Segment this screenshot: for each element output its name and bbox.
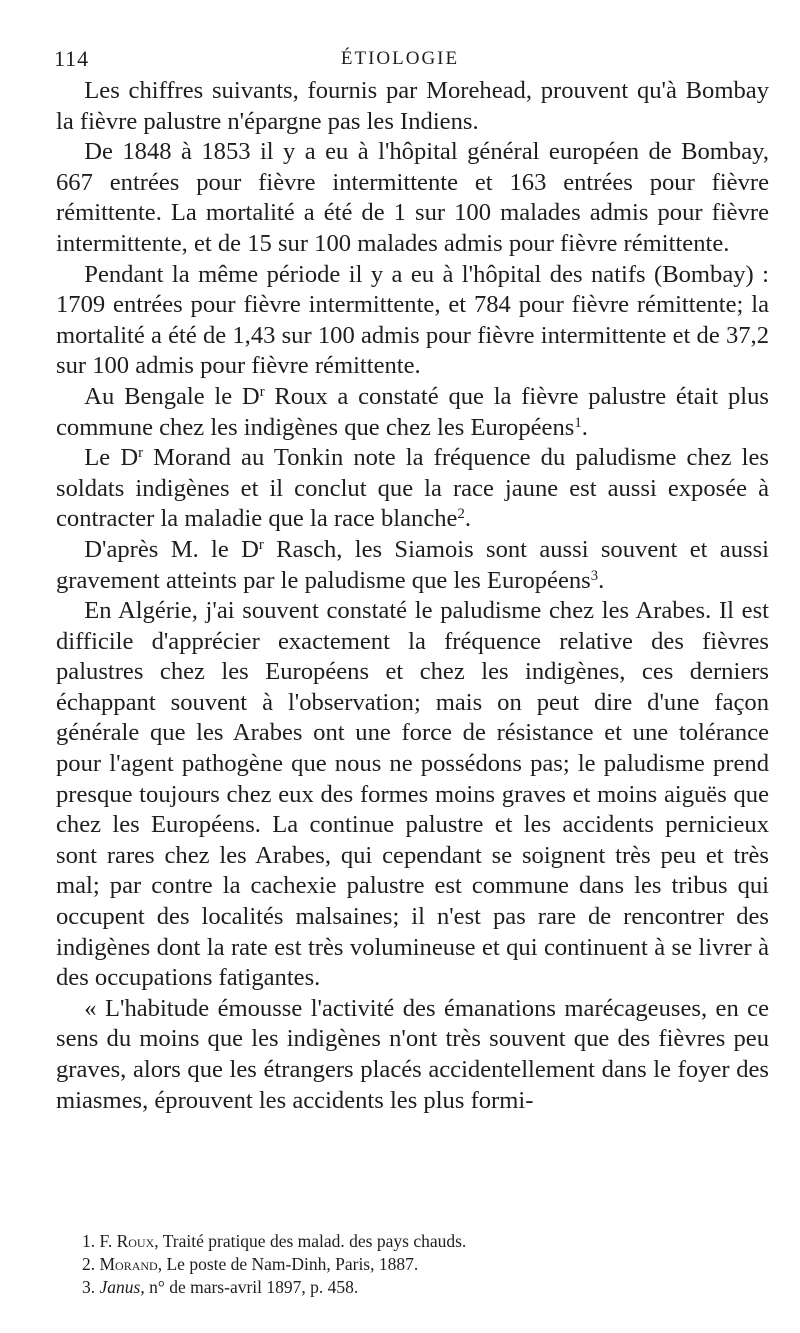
footnote-ref: 1 xyxy=(574,414,582,431)
footnote-ref: 2 xyxy=(457,506,465,523)
footnote-ref: 3 xyxy=(590,567,599,584)
paragraph-native-hospital: Pendant la même période il y a eu à l'hôpital des natifs (Bombay) : 1709 entrées pour fièvre intermittente, et 784 pour fièvre rémittente; la mortalité a été de 1,43 sur 100 admis pour fièvre intermittente et de 37,2 sur 100 admis pour fièvre rémittente. xyxy=(56,260,769,380)
paragraph-bengale: Au Bengale le $D^r$ Roux a constaté que la fièvre palustre était plus commune chez les indigènes que chez les Européens$^1$. xyxy=(56,382,770,441)
running-title: ÉTIOLOGIE xyxy=(340,48,460,69)
paragraph-siam: D'après M. le $D^r$ Rasch, les Siamois sont aussi souvent et aussi gravement atteints par le paludisme que les Européens$^3$. xyxy=(56,535,769,594)
footnote-2: 2. Morand, Le poste de Nam-Dinh, Paris, 1887. xyxy=(82,1254,419,1274)
paragraph-tonkin: Le $D^r$ Morand au Tonkin note la fréquence du paludisme chez les soldats indigènes et il conclut que la race jaune est aussi exposée à contracter la maladie que la race blanche$^2$. xyxy=(56,444,769,533)
paragraph-quotation: « L'habitude émousse l'activité des émanations marécageuses, en ce sens du moins que les indigènes n'ont très souvent que des fièvres peu graves, alors que les étrangers placés accidentellement dans le foyer des miasmes, éprouvent les accidents les plus formi- xyxy=(56,994,769,1114)
body-text xyxy=(56,76,769,1116)
page-number: 114 xyxy=(54,46,90,71)
paragraph-morehead: Les chiffres suivants, fournis par Morehead, prouvent qu'à Bombay la fièvre palustre n'épargne pas les Indiens. xyxy=(56,77,769,135)
footnote-3: 3. Janus, n° de mars-avril 1897, p. 458. xyxy=(82,1277,359,1297)
paragraph-algerie: En Algérie, j'ai souvent constaté le paludisme chez les Arabes. Il est difficile d'apprécier exactement la fréquence relative des fièvres palustres chez les Européens et chez les indigènes, ces derniers échappant souvent à l'observation; mais on peut dire d'une façon générale que les Arabes ont une force de résistance et une tolérance pour l'agent pathogène que nous ne possédons pas; le paludisme prend presque toujours chez eux des formes moins graves et moins aiguës que chez les Européens. La continue palustre et les accidents pernicieux sont rares chez les Arabes, qui cependant se soignent très peu et très mal; par contre la cachexie palustre est commune dans les tribus qui occupent des localités malsaines; il n'est pas rare de rencontrer des indigènes dont la rate est très volumineuse et qui continuent à se livrer à des occupations fatigantes. xyxy=(56,597,769,992)
footnotes xyxy=(56,1230,769,1299)
paragraph-european-hospital: De 1848 à 1853 il y a eu à l'hôpital général européen de Bombay, 667 entrées pour fièvre intermittente et 163 entrées pour fièvre rémittente. La mortalité a été de 1 sur 100 malades admis pour fièvre intermittente, et de 15 sur 100 malades admis pour fièvre rémittente. xyxy=(56,138,769,257)
footnote-1: 1. F. Roux, Traité pratique des malad. des pays chauds. xyxy=(82,1231,467,1251)
